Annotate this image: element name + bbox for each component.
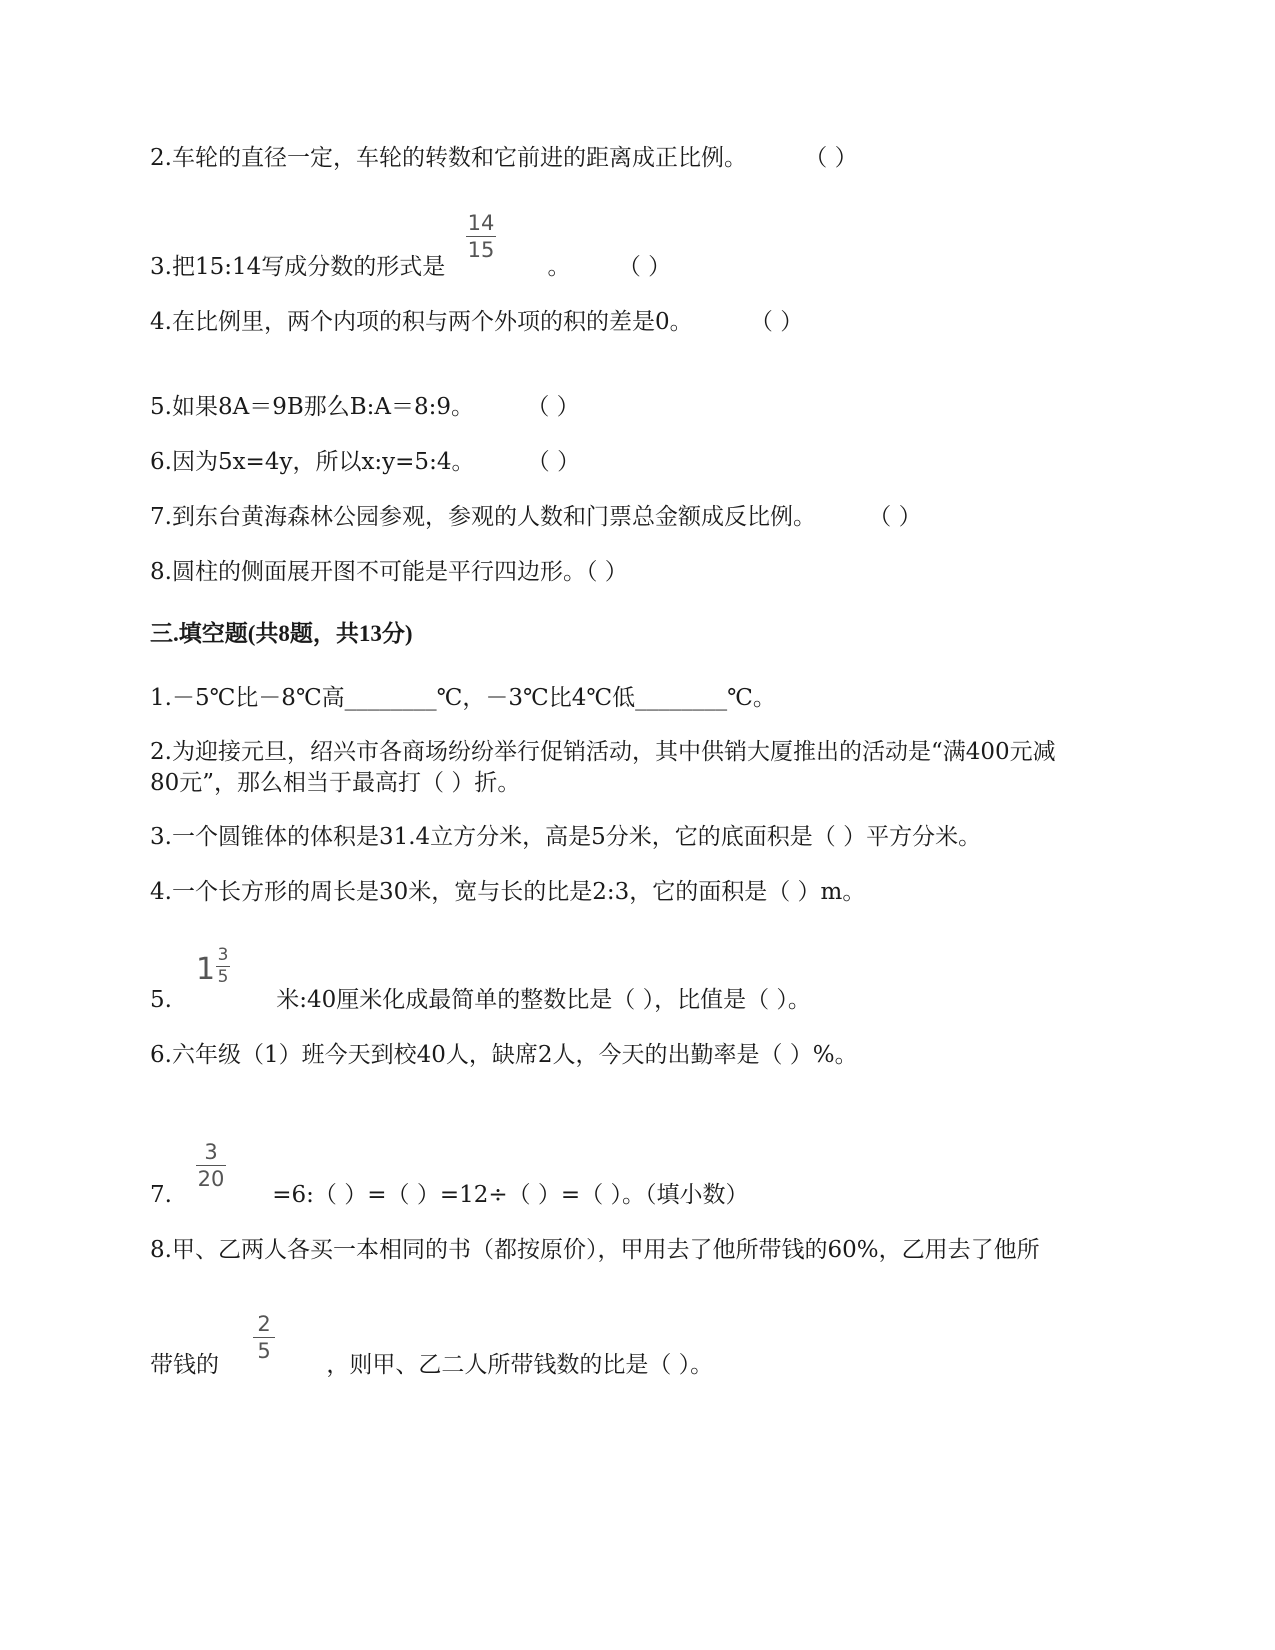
judgement-question-5	[150, 392, 580, 422]
answer-paren: （ ）	[526, 449, 581, 475]
question-text: 5.如果8A＝9B那么B:A＝8:9。	[150, 394, 474, 420]
judgement-question-6	[150, 447, 580, 477]
answer-paren: （ ）	[617, 254, 672, 280]
mixed-fraction	[216, 946, 230, 987]
fill-question-5	[150, 985, 811, 1015]
fraction-denominator: 5	[257, 1339, 271, 1363]
fill-question-2-line-2: 80元”，那么相当于最高打（ ）折。	[150, 770, 521, 796]
fraction-bar	[196, 1165, 226, 1166]
fill-question-3: 3.一个圆锥体的体积是31.4立方分米，高是5分米，它的底面积是（ ）平方分米。	[150, 824, 982, 850]
question-text: 7.到东台黄海森林公园参观，参观的人数和门票总金额成反比例。	[150, 504, 816, 530]
fraction-bar	[466, 236, 496, 237]
question-text-prefix: 带钱的	[150, 1352, 219, 1378]
fraction-numerator: 3	[204, 1140, 218, 1164]
judgement-question-2	[150, 143, 858, 173]
period: 。	[547, 254, 571, 280]
question-text: =6:（ ）=（ ）=12÷（ ）=（ ）。（填小数）	[272, 1182, 749, 1208]
fraction-bar	[253, 1337, 275, 1338]
fill-question-8-line-1: 8.甲、乙两人各买一本相同的书（都按原价），甲用去了他所带钱的60%，乙用去了他所	[150, 1237, 1040, 1263]
fill-question-4: 4.一个长方形的周长是30米，宽与长的比是2:3，它的面积是（ ）m。	[150, 879, 866, 905]
answer-paren: （ ）	[804, 145, 858, 171]
fill-question-7	[150, 1180, 749, 1210]
question-text: 4.在比例里，两个内项的积与两个外项的积的差是0。	[150, 309, 693, 335]
fraction-numerator: 14	[467, 211, 495, 235]
section-heading: 三.填空题(共8题，共13分)	[150, 621, 413, 646]
judgement-question-7	[150, 502, 922, 532]
fraction-denominator: 20	[197, 1167, 225, 1191]
question-text-suffix: ，则甲、乙二人所带钱数的比是（ ）。	[326, 1352, 714, 1378]
fill-question-1: 1.－5℃比－8℃高________℃，－3℃比4℃低________℃。	[150, 685, 776, 711]
question-text: 3.把15:14写成分数的形式是	[150, 254, 446, 280]
judgement-question-8	[150, 557, 628, 587]
fraction-denominator: 5	[217, 967, 229, 987]
judgement-question-4	[150, 307, 803, 337]
fill-question-8-line-2	[150, 1350, 713, 1380]
fraction-numerator: 3	[217, 945, 229, 965]
judgement-question-3	[150, 252, 671, 282]
question-number: 5.	[150, 987, 172, 1013]
answer-paren: （ ）	[749, 309, 804, 335]
answer-paren: （ ）	[526, 394, 580, 420]
fraction-numerator: 2	[257, 1312, 271, 1336]
fraction-denominator: 15	[467, 238, 495, 262]
mixed-whole: 1	[196, 952, 216, 987]
answer-paren: （ ）	[868, 504, 922, 530]
question-text: 米:40厘米化成最简单的整数比是（ ），比值是（ ）。	[276, 987, 811, 1013]
fill-question-2-line-1: 2.为迎接元旦，绍兴市各商场纷纷举行促销活动，其中供销大厦推出的活动是“满400元减	[150, 739, 1056, 765]
question-text: 8.圆柱的侧面展开图不可能是平行四边形。（ ）	[150, 559, 628, 585]
question-number: 7.	[150, 1182, 172, 1208]
fill-question-6: 6.六年级（1）班今天到校40人，缺席2人，今天的出勤率是（ ）%。	[150, 1042, 858, 1068]
question-text: 6.因为5x=4y，所以x:y=5:4。	[150, 449, 475, 475]
question-text: 2.车轮的直径一定，车轮的转数和它前进的距离成正比例。	[150, 145, 747, 171]
